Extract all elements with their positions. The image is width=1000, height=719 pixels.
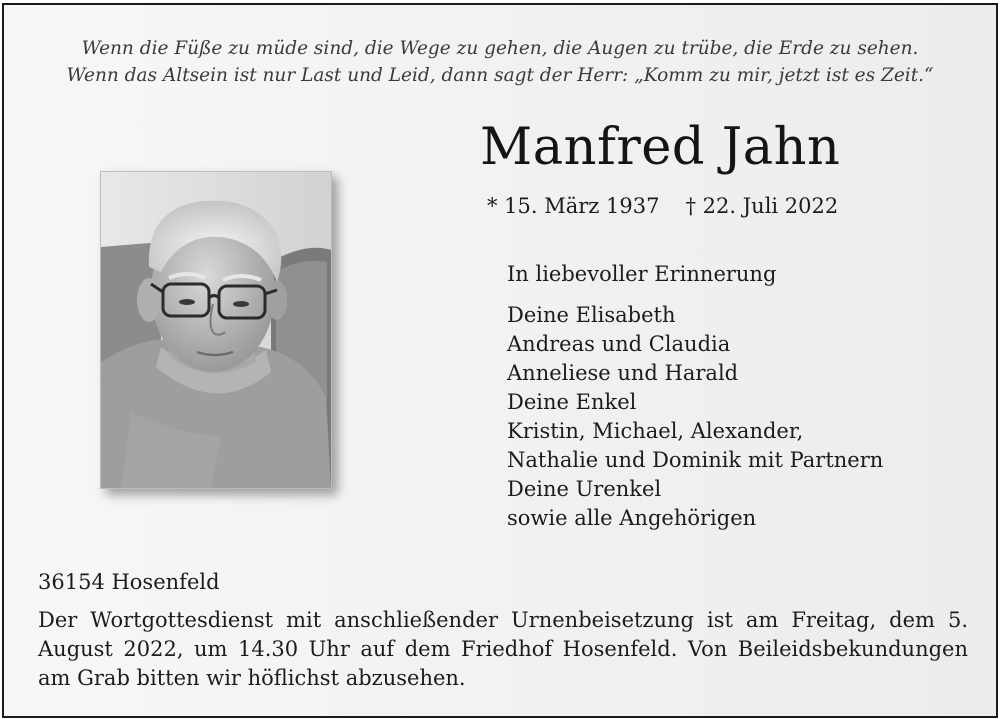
family-entry: Deine Urenkel <box>507 477 662 501</box>
family-entry: Deine Enkel <box>507 390 637 414</box>
poem-line-2: Wenn das Altsein ist nur Last und Leid, dann sagt der Herr: „Komm zu mir, jetzt ist es Zeit.“ <box>66 65 934 86</box>
family-entry: sowie alle Angehörigen <box>507 506 757 530</box>
portrait-illustration <box>101 172 331 488</box>
portrait-photo <box>100 171 332 489</box>
life-dates <box>487 194 838 218</box>
service-notice: Der Wortgottesdienst mit anschließender Urnenbeisetzung ist am Freitag, dem 5. August 2022, um 14.30 Uhr auf dem Friedhof Hosenfeld. Von Beileidsbekundungen am Grab bitten wir höflichst abzusehen. <box>38 608 968 690</box>
family-list <box>507 301 883 533</box>
birth-date: * 15. März 1937 <box>487 194 660 218</box>
poem <box>4 35 996 89</box>
family-entry: Deine Elisabeth <box>507 303 676 327</box>
family-entry: Andreas und Claudia <box>507 332 731 356</box>
poem-line-1: Wenn die Füße zu müde sind, die Wege zu gehen, die Augen zu trübe, die Erde zu sehen. <box>81 38 919 59</box>
family-entry: Kristin, Michael, Alexander, <box>507 419 804 443</box>
obituary-card <box>2 3 998 718</box>
place: 36154 Hosenfeld <box>38 570 220 594</box>
family-entry: Anneliese und Harald <box>507 361 739 385</box>
death-date: † 22. Juli 2022 <box>685 194 839 218</box>
deceased-name: Manfred Jahn <box>480 118 841 177</box>
remembrance-heading: In liebevoller Erinnerung <box>507 262 777 286</box>
family-entry: Nathalie und Dominik mit Partnern <box>507 448 884 472</box>
